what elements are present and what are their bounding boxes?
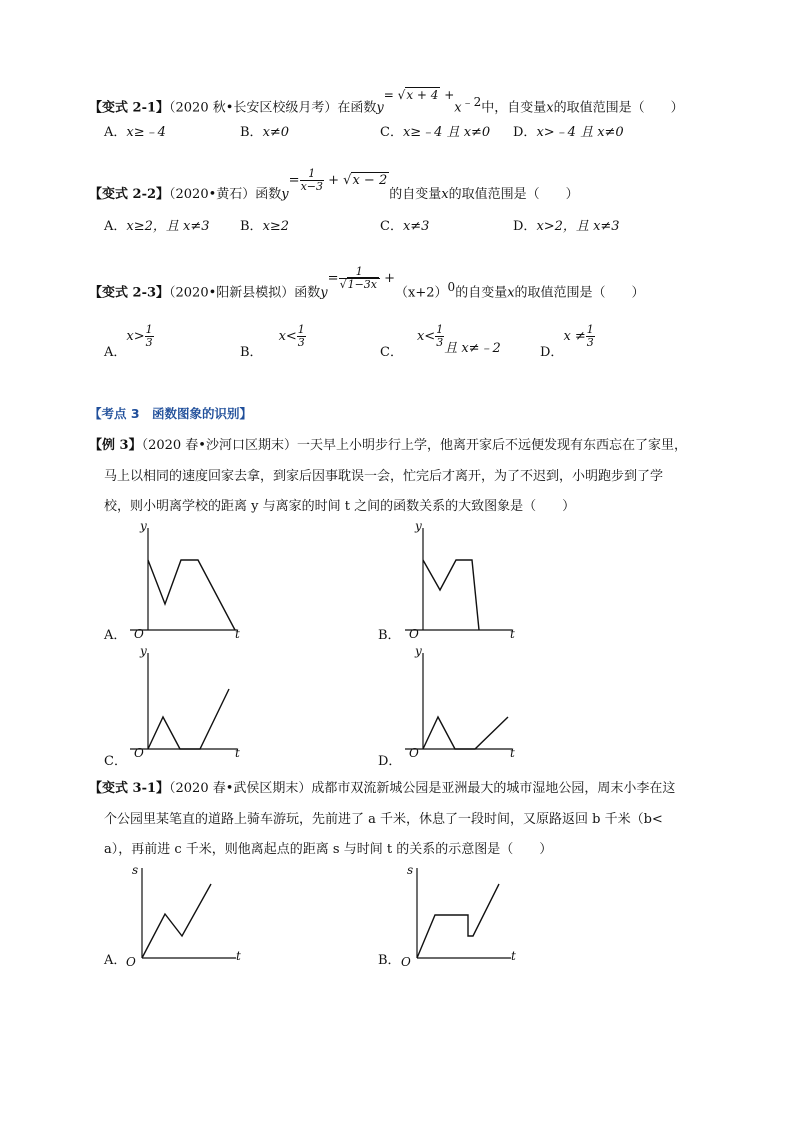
example-3-line1: 【例 3】（2020 春•沙河口区期末）一天早上小明步行上学，他离开家后不远便发现有东西忘在了家里， xyxy=(89,438,687,453)
graph-option-a-label[interactable]: A． xyxy=(104,628,127,643)
origin-label: O xyxy=(409,746,419,760)
formula: = $\frac{1}{x-3}$ + √x − 2 xyxy=(288,167,388,193)
question-2-1-stem: 【变式 2-1】（2020 秋•长安区校级月考）在函数$y= √x + 4 +x^{﹣2}$中，自变量x的取值范围是（ ） xyxy=(89,88,684,116)
question-tag: 【变式 2-3】 xyxy=(89,285,170,301)
question-tag: 【变式 2-1】 xyxy=(89,100,170,116)
origin-label: O xyxy=(401,955,411,969)
y-axis-label: y xyxy=(140,644,147,658)
graph-d[interactable] xyxy=(400,643,525,768)
example-3-line2: 马上以相同的速度回家去拿，到家后因事耽误一会，忙完后才离开，为了不迟到，小明跑步到了学 xyxy=(104,469,664,484)
graph-curve xyxy=(142,884,211,958)
option-b[interactable]: B．x≥2 xyxy=(240,219,290,234)
option-d[interactable]: D．x ≠ $\frac{1}{3}$ xyxy=(540,323,594,360)
graph-curve xyxy=(148,560,235,630)
y-axis-label: y xyxy=(140,519,147,533)
question-source: （2020•黄石） xyxy=(169,187,256,202)
formula: = √x + 4 + xyxy=(383,88,455,103)
section-title: 【考点 3 函数图象的识别】 xyxy=(89,406,253,421)
graph-curve xyxy=(423,717,508,749)
option-a[interactable]: A．x≥﹣4 xyxy=(104,125,166,140)
y-axis-label: y xyxy=(415,519,422,533)
x-axis-label: t xyxy=(510,627,515,641)
question-source: （2020•阳新县模拟） xyxy=(169,285,295,301)
x-axis-label: t xyxy=(511,949,516,963)
y-axis-label: s xyxy=(132,863,139,877)
question-tag: 【例 3】 xyxy=(89,438,142,453)
question-source: （2020 秋•长安区校级月考） xyxy=(169,100,338,116)
graph-3-1-a[interactable] xyxy=(118,858,253,968)
graph-c[interactable] xyxy=(125,643,250,768)
question-2-3-stem: 【变式 2-3】（2020•阳新县模拟）函数y= $\frac{1}{√1-3x}$ $+(x+2)^0$的自变量x的取值范围是（ ） xyxy=(89,265,645,301)
graph-3-1-b[interactable] xyxy=(395,858,530,968)
option-a[interactable]: A．x≥2，且 x≠3 xyxy=(104,219,210,234)
graph-option-b-label[interactable]: B． xyxy=(378,953,401,968)
formula: = $\frac{1}{√1-3x}$ + xyxy=(327,265,396,292)
y-axis-label: y xyxy=(415,644,422,658)
graph-curve xyxy=(423,560,479,630)
option-b[interactable]: B．x≠0 xyxy=(240,125,290,140)
question-3-1-line2: 个公园里某笔直的道路上骑车游玩，先前进了 a 千米，休息了一段时间，又原路返回 b 千米（b< xyxy=(104,812,663,827)
x-axis-label: t xyxy=(510,746,515,760)
graph-option-c-label[interactable]: C． xyxy=(104,754,127,769)
question-tag: 【变式 2-2】 xyxy=(89,187,170,202)
option-a[interactable]: A．x> $\frac{1}{3}$ xyxy=(104,323,153,360)
origin-label: O xyxy=(134,627,144,641)
graph-option-b-label[interactable]: B． xyxy=(378,628,401,643)
x-axis-label: t xyxy=(235,627,240,641)
x-axis-label: t xyxy=(236,949,241,963)
graph-option-a-label[interactable]: A． xyxy=(104,953,127,968)
option-b[interactable]: B．x< $\frac{1}{3}$ xyxy=(240,323,305,360)
graph-a[interactable] xyxy=(125,520,250,645)
option-d[interactable]: D．x>2，且 x≠3 xyxy=(513,219,620,234)
option-d[interactable]: D．x>﹣4 且 x≠0 xyxy=(513,125,624,140)
x-axis-label: t xyxy=(235,746,240,760)
example-3-line3: 校，则小明离学校的距离 y 与离家的时间 t 之间的函数关系的大致图象是（ ） xyxy=(104,499,576,514)
question-3-1-line1: 【变式 3-1】（2020 春•武侯区期末）成都市双流新城公园是亚洲最大的城市湿地公园，周末小李在这 xyxy=(89,781,676,796)
graph-option-d-label[interactable]: D． xyxy=(378,754,402,769)
question-3-1-line3: a），再前进 c 千米，则他离起点的距离 s 与时间 t 的关系的示意图是（ ） xyxy=(104,842,553,857)
origin-label: O xyxy=(409,627,419,641)
option-c[interactable]: C．x≠3 xyxy=(380,219,430,234)
origin-label: O xyxy=(134,746,144,760)
graph-curve xyxy=(148,689,229,749)
question-tag: 【变式 3-1】 xyxy=(89,781,170,796)
graph-curve xyxy=(417,884,499,958)
graph-b[interactable] xyxy=(400,520,525,645)
y-axis-label: s xyxy=(407,863,414,877)
option-c[interactable]: C．x≥﹣4 且 x≠0 xyxy=(380,125,491,140)
origin-label: O xyxy=(126,955,136,969)
question-2-2-stem: 【变式 2-2】（2020•黄石）函数y= $\frac{1}{x-3}$ + √x − 2的自变量x的取值范围是（ ） xyxy=(89,167,579,202)
option-c[interactable]: C．x< $\frac{1}{3}$ 且 x≠﹣2 xyxy=(380,323,501,360)
